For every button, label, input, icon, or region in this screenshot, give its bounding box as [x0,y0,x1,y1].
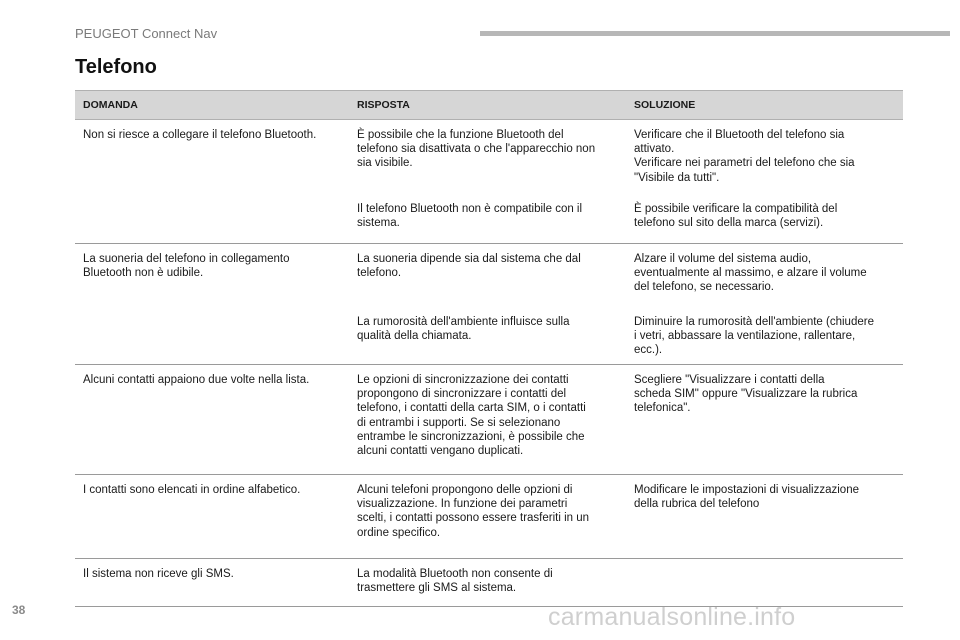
table-header-row [75,91,903,120]
table-row [75,194,903,244]
table-row [75,559,903,607]
solution-text: Modificare le impostazioni di visualizzazione della rubrica del telefono [634,484,859,511]
answer-text: Il telefono Bluetooth non è compatibile con il sistema. [357,202,583,229]
answer-cell [349,194,626,244]
table-row [75,365,903,475]
table-row [75,120,903,194]
question-text: I contatti sono elencati in ordine alfabetico. [83,484,301,496]
faq-table [75,90,903,607]
answer-text: La suoneria dipende sia dal sistema che dal telefono. [357,253,581,280]
question-text: Il sistema non riceve gli SMS. [83,568,234,580]
answer-text: È possibile che la funzione Bluetooth del telefono sia disattivata o che l'apparecchio non sia visibile. [357,129,596,170]
solution-cell [626,244,903,307]
answer-cell [349,559,626,607]
question-text: La suoneria del telefono in collegamento Bluetooth non è udibile. [83,253,290,280]
solution-text: Scegliere "Visualizzare i contatti della scheda SIM" oppure "Visualizzare la rubrica telefonica". [634,374,858,415]
column-header-domanda: DOMANDA [75,91,349,120]
answer-text: La modalità Bluetooth non consente di trasmettere gli SMS al sistema. [357,568,553,595]
page-number: 38 [12,603,26,617]
answer-cell [349,244,626,307]
answer-cell [349,475,626,559]
solution-text: Verificare che il Bluetooth del telefono sia attivato. Verificare nei parametri del telefono che sia "Visibile da tutti". [634,129,855,184]
answer-cell [349,120,626,194]
question-cell [75,120,349,194]
solution-cell [626,475,903,559]
solution-cell [626,559,903,607]
question-cell [75,244,349,307]
table-row [75,244,903,307]
answer-text: Le opzioni di sincronizzazione dei contatti propongono di sincronizzare i contatti del telefono, i contatti della carta SIM, o i contatti di entrambi i supporti. Se si selezionano entrambe le sincronizzazioni, è possibile che alcuni contatti vengano duplicati. [357,374,586,458]
solution-cell [626,120,903,194]
answer-cell [349,307,626,365]
header-text: PEUGEOT Connect Nav [75,26,218,41]
question-cell [75,559,349,607]
question-cell [75,194,349,244]
solution-text: È possibile verificare la compatibilità del telefono sul sito della marca (servizi). [634,202,838,229]
page-title: Telefono [75,56,157,78]
watermark: carmanualsonline.info [548,603,796,631]
question-cell [75,475,349,559]
table-row [75,475,903,559]
question-cell [75,365,349,475]
solution-text: Alzare il volume del sistema audio, eventualmente al massimo, e alzare il volume del telefono, se necessario. [634,253,867,294]
solution-cell [626,194,903,244]
solution-cell [626,365,903,475]
question-cell [75,307,349,365]
column-header-risposta: RISPOSTA [349,91,626,120]
solution-cell [626,307,903,365]
column-header-soluzione: SOLUZIONE [626,91,903,120]
table-row [75,307,903,365]
answer-text: Alcuni telefoni propongono delle opzioni di visualizzazione. In funzione dei parametri scelti, i contatti possono essere trasferiti in un ordine specifico. [357,484,590,539]
question-text: Non si riesce a collegare il telefono Bluetooth. [83,129,317,141]
solution-text: Diminuire la rumorosità dell'ambiente (chiudere i vetri, abbassare la ventilazione, rallentare, ecc.). [634,315,874,356]
answer-text: La rumorosità dell'ambiente influisce sulla qualità della chiamata. [357,315,570,342]
question-text: Alcuni contatti appaiono due volte nella lista. [83,374,310,386]
header-bar [480,31,950,36]
answer-cell [349,365,626,475]
